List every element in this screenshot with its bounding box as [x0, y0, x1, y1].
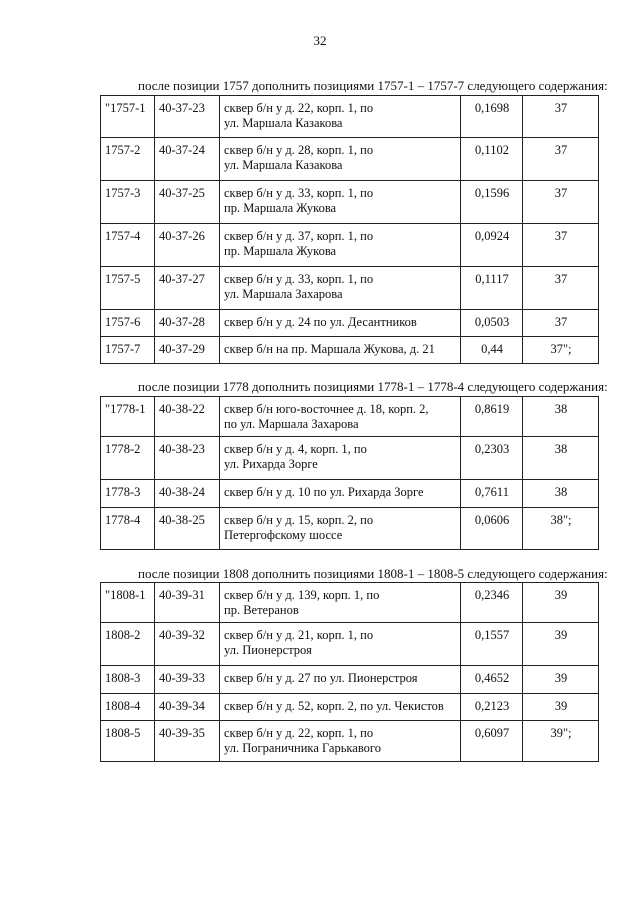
position-cell: 1808-4: [101, 694, 155, 721]
area-cell: 0,7611: [461, 480, 523, 508]
area-cell: 0,1596: [461, 181, 523, 224]
ref-cell: 38: [523, 397, 599, 437]
table-row: [101, 480, 599, 508]
ref-cell: 38: [523, 480, 599, 508]
position-cell: 1757-2: [101, 138, 155, 181]
area-cell: 0,0606: [461, 508, 523, 550]
table-row: [101, 583, 599, 623]
position-cell: 1757-4: [101, 224, 155, 267]
ref-cell: 37: [523, 181, 599, 224]
area-cell: 0,1117: [461, 267, 523, 310]
page-number: 32: [313, 33, 327, 48]
code-cell: 40-37-26: [155, 224, 220, 267]
ref-cell: 37: [523, 224, 599, 267]
area-cell: 0,2346: [461, 583, 523, 623]
area-cell: 0,0924: [461, 224, 523, 267]
area-cell: 0,2303: [461, 437, 523, 480]
code-cell: 40-38-23: [155, 437, 220, 480]
table-row: [101, 721, 599, 762]
area-cell: 0,1698: [461, 96, 523, 138]
position-cell: "1757-1: [101, 96, 155, 138]
code-cell: 40-37-29: [155, 337, 220, 364]
area-cell: 0,1102: [461, 138, 523, 181]
code-cell: 40-39-35: [155, 721, 220, 762]
table-row: [101, 181, 599, 224]
address-cell: сквер б/н у д. 22, корп. 1, по ул. Пограничника Гарькавого: [220, 721, 461, 762]
address-cell: сквер б/н у д. 28, корп. 1, по ул. Маршала Казакова: [220, 138, 461, 181]
position-cell: 1757-3: [101, 181, 155, 224]
address-cell: сквер б/н у д. 21, корп. 1, по ул. Пионерстроя: [220, 623, 461, 666]
section-intro: после позиции 1778 дополнить позициями 1778-1 – 1778-4 следующего содержания:: [138, 379, 608, 394]
address-cell: сквер б/н юго-восточнее д. 18, корп. 2, по ул. Маршала Захарова: [220, 397, 461, 437]
ref-cell: 39: [523, 623, 599, 666]
address-cell: сквер б/н у д. 139, корп. 1, по пр. Ветеранов: [220, 583, 461, 623]
area-cell: 0,1557: [461, 623, 523, 666]
code-cell: 40-39-34: [155, 694, 220, 721]
ref-cell: 39: [523, 694, 599, 721]
table-row: [101, 623, 599, 666]
table-row: [101, 224, 599, 267]
position-cell: 1778-3: [101, 480, 155, 508]
position-cell: 1757-7: [101, 337, 155, 364]
position-cell: 1808-3: [101, 666, 155, 694]
table-row: [101, 310, 599, 337]
position-cell: 1757-5: [101, 267, 155, 310]
address-cell: сквер б/н у д. 24 по ул. Десантников: [220, 310, 461, 337]
table-row: [101, 138, 599, 181]
address-cell: сквер б/н у д. 33, корп. 1, по пр. Маршала Жукова: [220, 181, 461, 224]
code-cell: 40-38-25: [155, 508, 220, 550]
ref-cell: 37: [523, 138, 599, 181]
area-cell: 0,0503: [461, 310, 523, 337]
code-cell: 40-39-32: [155, 623, 220, 666]
table-row: [101, 437, 599, 480]
address-cell: сквер б/н у д. 33, корп. 1, по ул. Маршала Захарова: [220, 267, 461, 310]
ref-cell: 37: [523, 267, 599, 310]
ref-cell: 38";: [523, 508, 599, 550]
address-cell: сквер б/н у д. 4, корп. 1, по ул. Рихарда Зорге: [220, 437, 461, 480]
table-row: [101, 694, 599, 721]
position-cell: 1778-4: [101, 508, 155, 550]
ref-cell: 37";: [523, 337, 599, 364]
area-cell: 0,2123: [461, 694, 523, 721]
table-row: [101, 397, 599, 437]
address-cell: сквер б/н у д. 22, корп. 1, по ул. Маршала Казакова: [220, 96, 461, 138]
positions-table: [100, 95, 599, 364]
table-row: [101, 508, 599, 550]
table-row: [101, 267, 599, 310]
code-cell: 40-37-23: [155, 96, 220, 138]
ref-cell: 39";: [523, 721, 599, 762]
address-cell: сквер б/н у д. 52, корп. 2, по ул. Чекистов: [220, 694, 461, 721]
position-cell: 1757-6: [101, 310, 155, 337]
position-cell: 1808-5: [101, 721, 155, 762]
ref-cell: 38: [523, 437, 599, 480]
area-cell: 0,44: [461, 337, 523, 364]
ref-cell: 39: [523, 583, 599, 623]
area-cell: 0,8619: [461, 397, 523, 437]
ref-cell: 39: [523, 666, 599, 694]
position-cell: 1778-2: [101, 437, 155, 480]
address-cell: сквер б/н у д. 27 по ул. Пионерстроя: [220, 666, 461, 694]
code-cell: 40-37-24: [155, 138, 220, 181]
table-row: [101, 666, 599, 694]
code-cell: 40-37-25: [155, 181, 220, 224]
area-cell: 0,6097: [461, 721, 523, 762]
position-cell: "1808-1: [101, 583, 155, 623]
table-row: [101, 96, 599, 138]
area-cell: 0,4652: [461, 666, 523, 694]
code-cell: 40-39-31: [155, 583, 220, 623]
code-cell: 40-37-27: [155, 267, 220, 310]
code-cell: 40-37-28: [155, 310, 220, 337]
table-row: [101, 337, 599, 364]
address-cell: сквер б/н на пр. Маршала Жукова, д. 21: [220, 337, 461, 364]
position-cell: 1808-2: [101, 623, 155, 666]
ref-cell: 37: [523, 310, 599, 337]
positions-table: [100, 582, 599, 762]
section-intro: после позиции 1808 дополнить позициями 1808-1 – 1808-5 следующего содержания:: [138, 566, 608, 581]
position-cell: "1778-1: [101, 397, 155, 437]
section-intro: после позиции 1757 дополнить позициями 1757-1 – 1757-7 следующего содержания:: [138, 78, 608, 93]
code-cell: 40-38-22: [155, 397, 220, 437]
address-cell: сквер б/н у д. 15, корп. 2, по Петергофскому шоссе: [220, 508, 461, 550]
code-cell: 40-38-24: [155, 480, 220, 508]
positions-table: [100, 396, 599, 550]
address-cell: сквер б/н у д. 10 по ул. Рихарда Зорге: [220, 480, 461, 508]
ref-cell: 37: [523, 96, 599, 138]
code-cell: 40-39-33: [155, 666, 220, 694]
address-cell: сквер б/н у д. 37, корп. 1, по пр. Маршала Жукова: [220, 224, 461, 267]
